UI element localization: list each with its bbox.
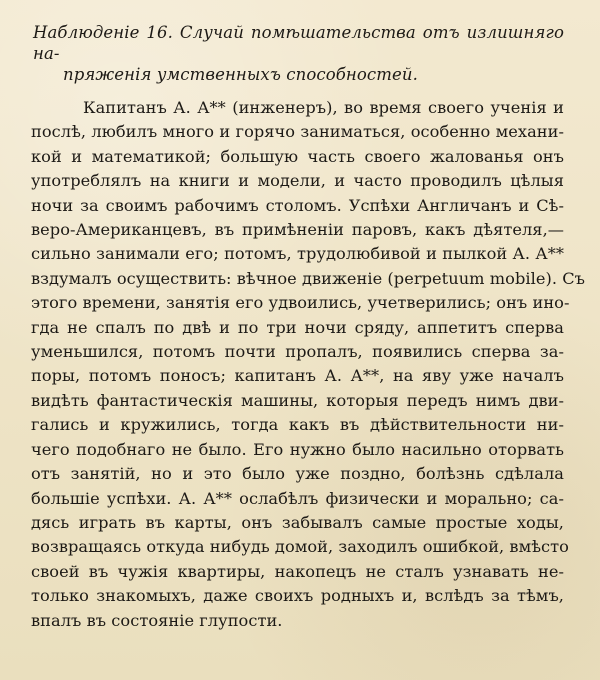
- observation-body: [31, 96, 585, 633]
- body-line: дясь играть въ карты, онъ забывалъ самые простые ходы,: [31, 512, 564, 532]
- observation-heading: [31, 22, 564, 85]
- body-line: чего подобнаго не было. Его нужно было насильно оторвать: [31, 439, 564, 459]
- body-line: большіе успѣхи. А. А** ослабѣлъ физически и морально; са-: [31, 488, 564, 508]
- body-line: послѣ, любилъ много и горячо заниматься, особенно механи-: [31, 122, 564, 142]
- body-line: ночи за своимъ рабочимъ столомъ. Успѣхи Англичанъ и Сѣ-: [31, 195, 564, 215]
- body-line: впалъ въ состояніе глупости.: [31, 610, 283, 630]
- body-line: своей въ чужія квартиры, накопецъ не сталъ узнавать не-: [31, 561, 564, 581]
- body-line: этого времени, занятія его удвоились, учетверились; онъ ино-: [31, 293, 570, 313]
- body-line: гда не спалъ по двѣ и по три ночи сряду, аппетитъ сперва: [31, 317, 564, 337]
- body-line: вздумалъ осуществить: вѣчное движеніе (perpetuum mobile). Съ: [31, 268, 585, 288]
- body-line: гались и кружились, тогда какъ въ дѣйствительности ни-: [31, 415, 564, 435]
- body-line: поры, потомъ поносъ; капитанъ А. А**, на яву уже началъ: [31, 366, 564, 386]
- body-line: видѣть фантастическія машины, которыя передъ нимъ дви-: [31, 390, 564, 410]
- body-line: веро-Американцевъ, въ примѣненіи паровъ, какъ дѣятеля,—: [31, 220, 564, 240]
- body-line: уменьшился, потомъ почти пропалъ, появились сперва за-: [31, 342, 564, 362]
- body-line: отъ занятій, но и это было уже поздно, болѣзнь сдѣлала: [31, 464, 564, 484]
- body-line: сильно занимали его; потомъ, трудолюбивой и пылкой А. А**: [31, 244, 564, 264]
- body-line: возвращаясь откуда нибудь домой, заходилъ ошибкой, вмѣсто: [31, 537, 569, 557]
- body-line: Капитанъ А. А** (инженеръ), во время своего ученія и: [83, 98, 564, 117]
- body-line: кой и математикой; большую часть своего жалованья онъ: [31, 146, 564, 166]
- body-line: употреблялъ на книги и модели, и часто проводилъ цѣлыя: [31, 171, 564, 191]
- heading-line: пряженія умственныхъ способностей.: [63, 65, 418, 84]
- heading-line: Наблюденіе 16. Случай помѣшательства отъ излишняго на-: [33, 23, 564, 63]
- body-line: только знакомыхъ, даже своихъ родныхъ и, вслѣдъ за тѣмъ,: [31, 586, 564, 606]
